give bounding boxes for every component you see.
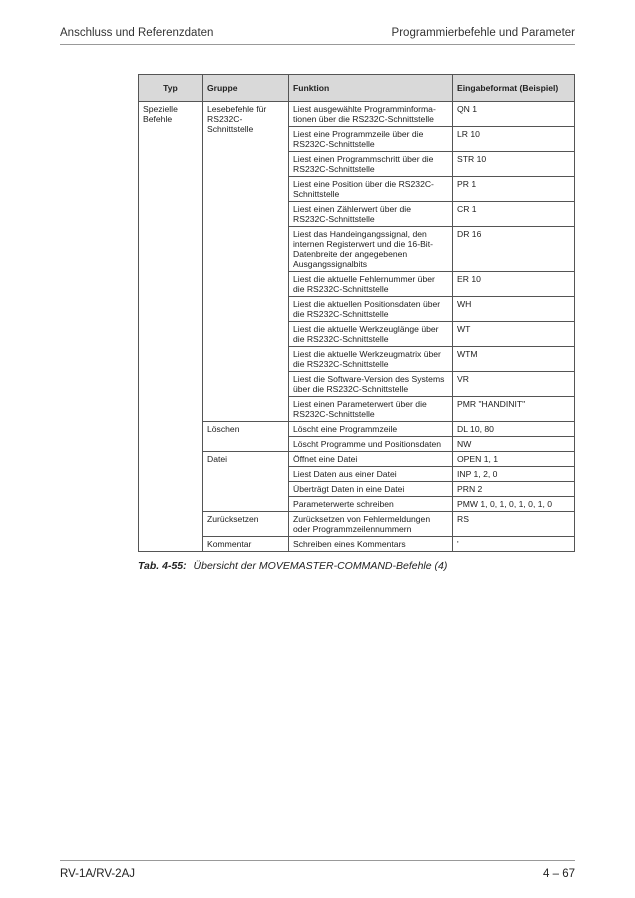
format-cell: PR 1 [453, 177, 575, 202]
group-cell: Datei [203, 452, 289, 512]
funktion-cell: Liest die aktuellen Positionsdaten über die RS232C-Schnittstelle [289, 297, 453, 322]
funktion-cell: Parameterwerte schreiben [289, 497, 453, 512]
format-cell: NW [453, 437, 575, 452]
format-cell: DR 16 [453, 227, 575, 272]
funktion-cell: Löscht eine Programmzeile [289, 422, 453, 437]
footer-model: RV-1A/RV-2AJ [60, 868, 136, 880]
format-cell: ' [453, 537, 575, 552]
group-cell: Lesebefehle für RS232C-Schnittstelle [203, 102, 289, 422]
funktion-cell: Liest Daten aus einer Datei [289, 467, 453, 482]
header-funktion: Funktion [289, 75, 453, 102]
caption-label: Tab. 4-55: [138, 560, 187, 572]
funktion-cell: Liest einen Programmschritt über die RS232C-Schnittstelle [289, 152, 453, 177]
format-cell: VR [453, 372, 575, 397]
group-cell: Kommentar [203, 537, 289, 552]
format-cell: PMR "HANDINIT" [453, 397, 575, 422]
funktion-cell: Liest das Handeingangssignal, den internen Registerwert und die 16-Bit-Datenbreite der angegebenen Ausgangssignalbits [289, 227, 453, 272]
format-cell: WH [453, 297, 575, 322]
footer-rule [60, 860, 575, 861]
funktion-cell: Liest ausgewählte Programminforma-tionen über die RS232C-Schnittstelle [289, 102, 453, 127]
format-cell: STR 10 [453, 152, 575, 177]
header-eingabeformat: Eingabeformat (Beispiel) [453, 75, 575, 102]
format-cell: RS [453, 512, 575, 537]
funktion-cell: Schreiben eines Kommentars [289, 537, 453, 552]
funktion-cell: Liest eine Position über die RS232C-Schnittstelle [289, 177, 453, 202]
page-footer [60, 868, 575, 884]
format-cell: OPEN 1, 1 [453, 452, 575, 467]
format-cell: QN 1 [453, 102, 575, 127]
format-cell: WTM [453, 347, 575, 372]
caption-text: Übersicht der MOVEMASTER-COMMAND-Befehle (4) [193, 560, 448, 572]
funktion-cell: Liest einen Zählerwert über die RS232C-Schnittstelle [289, 202, 453, 227]
header-section-title: Anschluss und Referenzdaten [60, 27, 214, 39]
funktion-cell: Liest die aktuelle Werkzeuglänge über die RS232C-Schnittstelle [289, 322, 453, 347]
table-row [139, 452, 575, 467]
funktion-cell: Liest die Software-Version des Systems über die RS232C-Schnittstelle [289, 372, 453, 397]
format-cell: PMW 1, 0, 1, 0, 1, 0, 1, 0 [453, 497, 575, 512]
header-typ: Typ [139, 75, 203, 102]
format-cell: ER 10 [453, 272, 575, 297]
typ-cell: Spezielle Befehle [139, 102, 203, 552]
format-cell: CR 1 [453, 202, 575, 227]
command-table [138, 74, 575, 552]
group-cell: Zurücksetzen [203, 512, 289, 537]
format-cell: WT [453, 322, 575, 347]
header-rule [60, 44, 575, 45]
table-row [139, 102, 575, 127]
funktion-cell: Liest eine Programmzeile über die RS232C-Schnittstelle [289, 127, 453, 152]
header-chapter-title: Programmierbefehle und Parameter [391, 27, 575, 39]
page-header [60, 27, 575, 43]
funktion-cell: Liest die aktuelle Werkzeugmatrix über die RS232C-Schnittstelle [289, 347, 453, 372]
funktion-cell: Liest einen Parameterwert über die RS232C-Schnittstelle [289, 397, 453, 422]
page-number: 4 – 67 [543, 868, 575, 880]
funktion-cell: Überträgt Daten in eine Datei [289, 482, 453, 497]
format-cell: LR 10 [453, 127, 575, 152]
funktion-cell: Liest die aktuelle Fehlernummer über die RS232C-Schnittstelle [289, 272, 453, 297]
table-row [139, 537, 575, 552]
table-row [139, 512, 575, 537]
format-cell: INP 1, 2, 0 [453, 467, 575, 482]
format-cell: DL 10, 80 [453, 422, 575, 437]
table-header-row [139, 75, 575, 102]
funktion-cell: Öffnet eine Datei [289, 452, 453, 467]
table-row [139, 422, 575, 437]
funktion-cell: Löscht Programme und Positionsdaten [289, 437, 453, 452]
table-caption [138, 560, 447, 572]
funktion-cell: Zurücksetzen von Fehlermeldungen oder Programmzeilennummern [289, 512, 453, 537]
header-gruppe: Gruppe [203, 75, 289, 102]
format-cell: PRN 2 [453, 482, 575, 497]
group-cell: Löschen [203, 422, 289, 452]
